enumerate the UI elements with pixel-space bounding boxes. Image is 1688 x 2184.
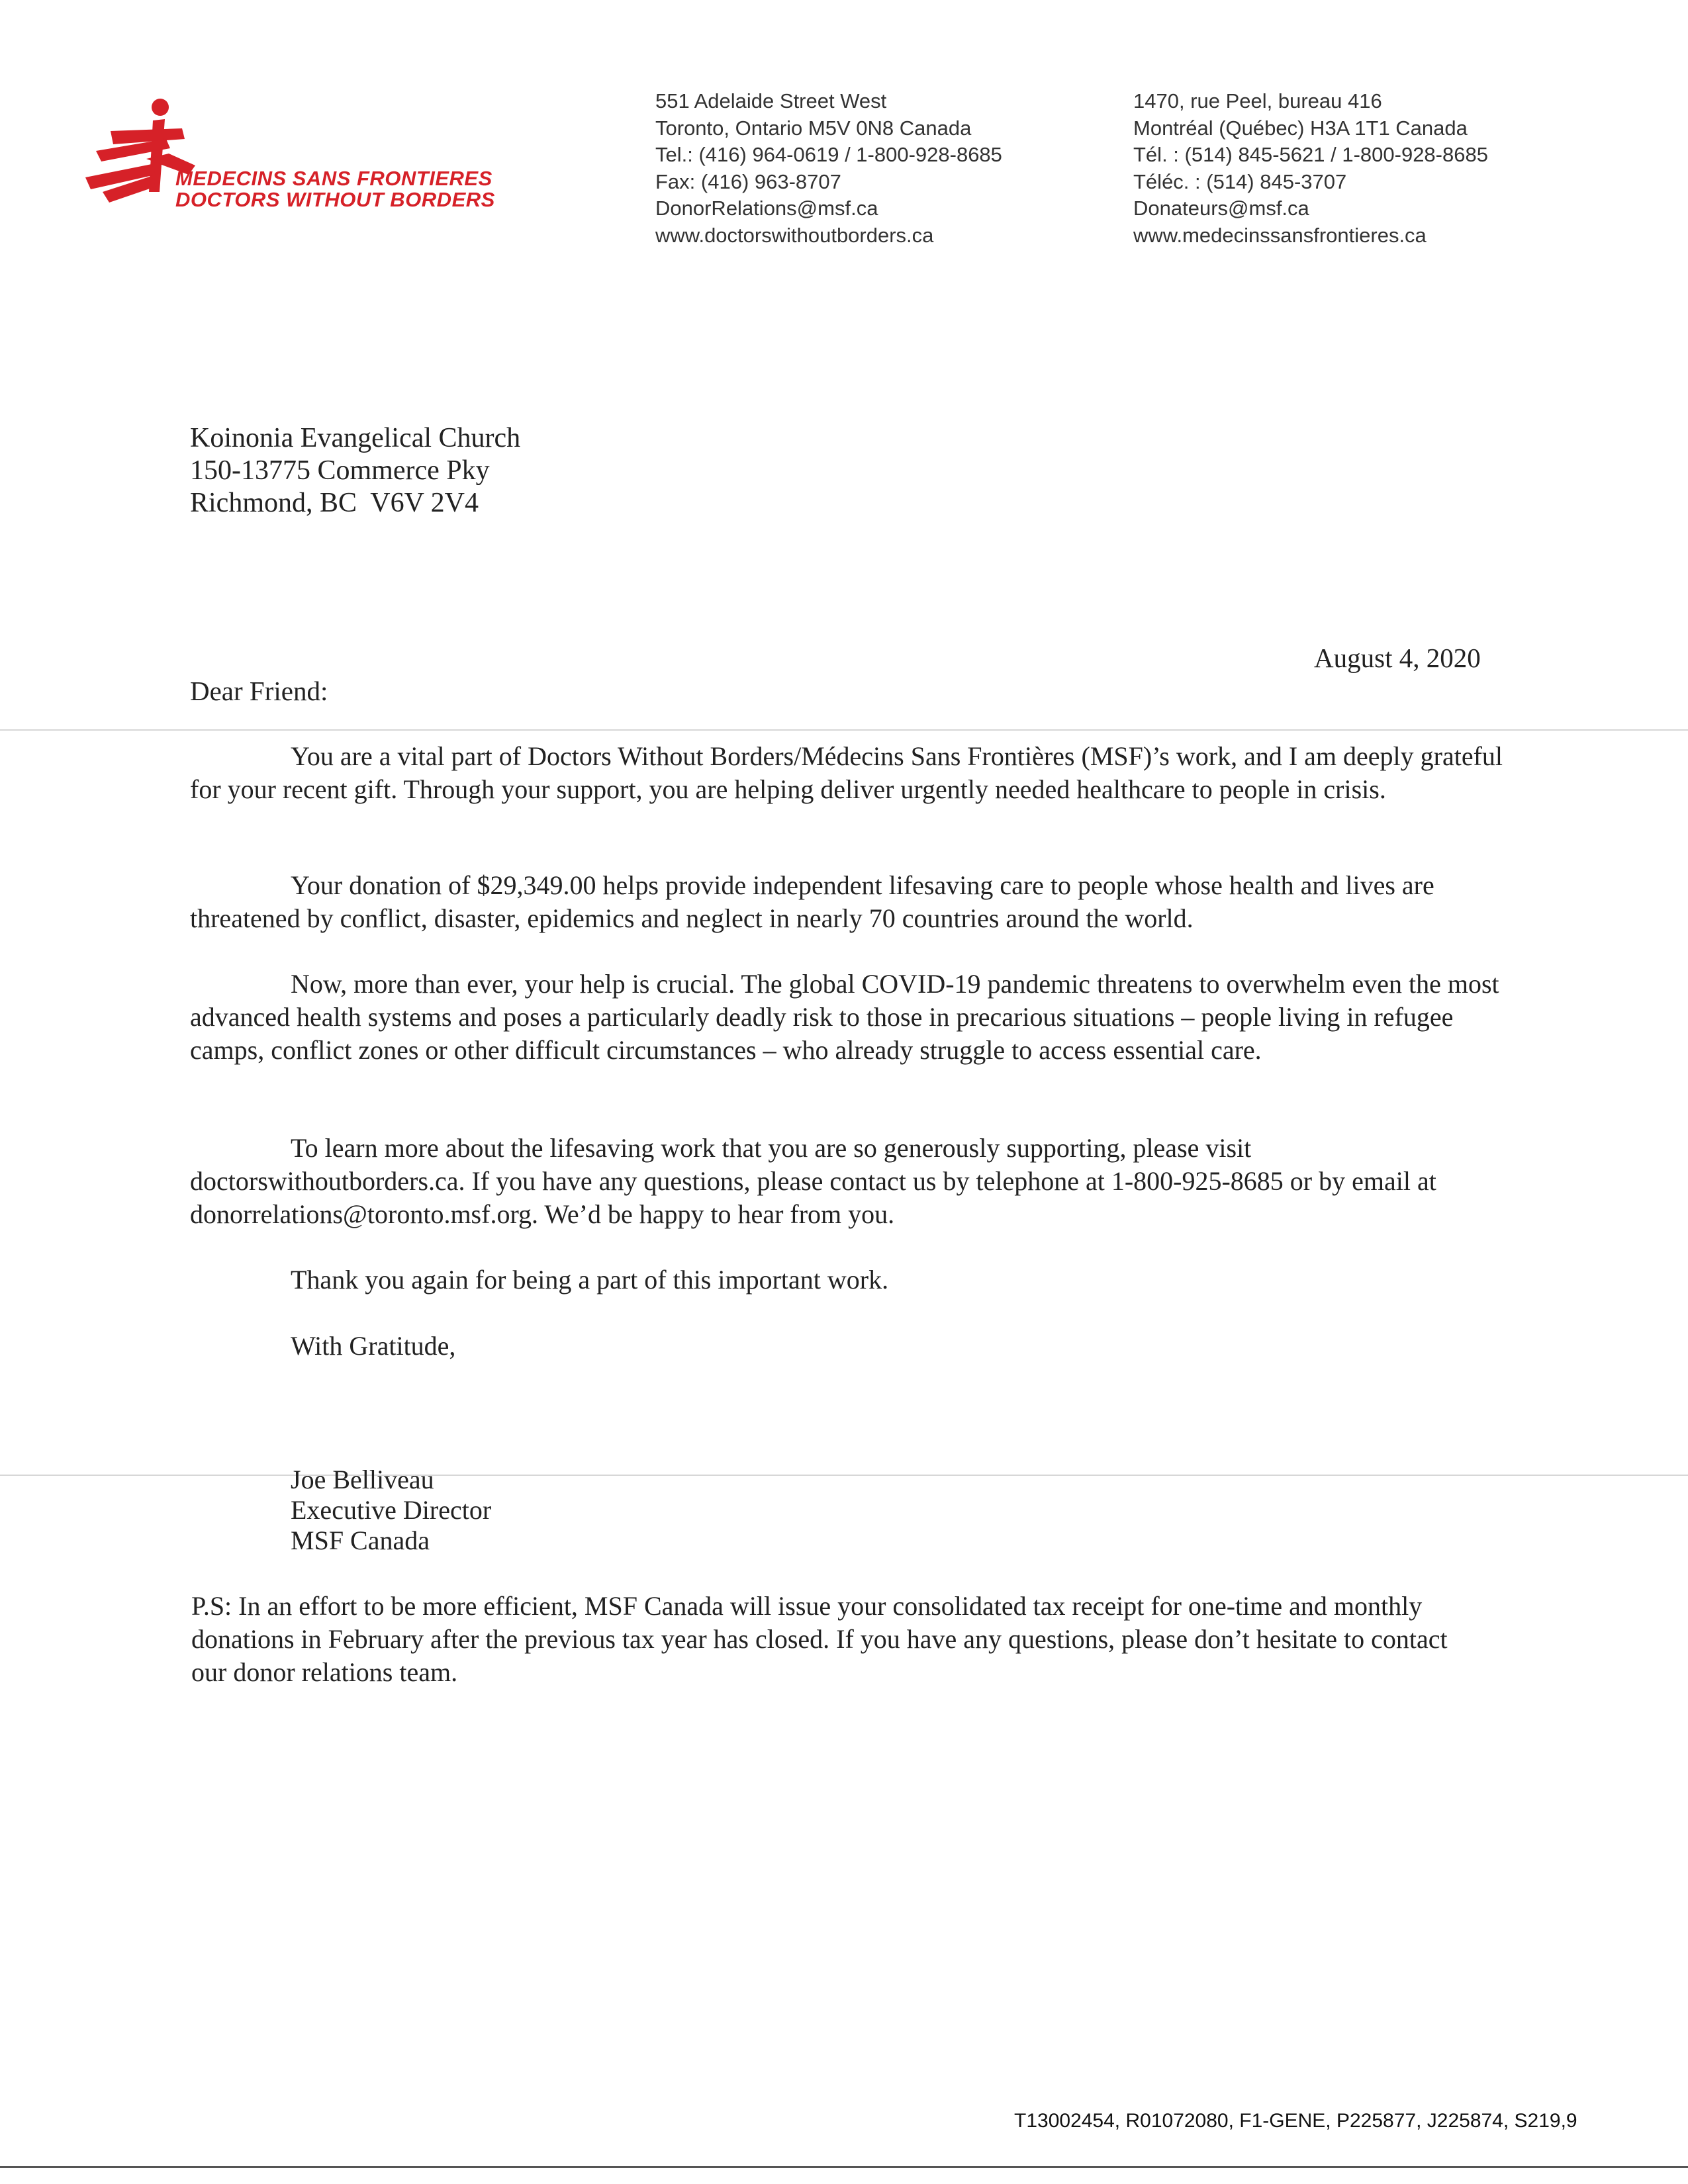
reference-code: T13002454, R01072080, F1-GENE, P225877, J225874, S219,9 [1014, 2110, 1577, 2132]
website-line: www.doctorswithoutborders.ca [655, 223, 934, 247]
postscript: P.S: In an effort to be more efficient, MSF Canada will issue your consolidated tax receipt for one-time and monthly donations in February after the previous tax year has closed. If you have any questions, please don’t hesitate to contact our donor relations team. [191, 1591, 1448, 1687]
logo-line-english: DOCTORS WITHOUT BORDERS [175, 188, 495, 211]
signer-organization: MSF Canada [291, 1525, 430, 1555]
fold-line [0, 1475, 1688, 1476]
signer-title: Executive Director [291, 1495, 492, 1525]
website-line: www.medecinssansfrontieres.ca [1133, 223, 1427, 247]
address-line: Montréal (Québec) H3A 1T1 Canada [1133, 116, 1468, 140]
recipient-name: Koinonia Evangelical Church [190, 423, 521, 453]
recipient-street: 150-13775 Commerce Pky [190, 455, 490, 486]
closing-line: With Gratitude, [291, 1331, 456, 1361]
signer-name: Joe Belliveau [291, 1465, 434, 1494]
thank-you-line: Thank you again for being a part of this important work. [291, 1265, 889, 1295]
address-line: 1470, rue Peel, bureau 416 [1133, 89, 1382, 113]
fax-line: Téléc. : (514) 845-3707 [1133, 169, 1347, 193]
montreal-office-address [1133, 88, 1488, 249]
address-line: 551 Adelaide Street West [655, 89, 887, 113]
recipient-city: Richmond, BC V6V 2V4 [190, 488, 479, 518]
recipient-address [190, 422, 520, 520]
fax-line: Fax: (416) 963-8707 [655, 169, 841, 193]
email-line: Donateurs@msf.ca [1133, 197, 1309, 220]
fold-line [0, 729, 1688, 731]
letter-date: August 4, 2020 [1314, 643, 1481, 673]
salutation: Dear Friend: [190, 676, 328, 706]
signature-block [291, 1465, 491, 1556]
phone-line: Tél. : (514) 845-5621 / 1-800-928-8685 [1133, 143, 1488, 166]
msf-logo [83, 93, 506, 225]
logo-line-french: MEDECINS SANS FRONTIERES [175, 167, 492, 190]
phone-line: Tel.: (416) 964-0619 / 1-800-928-8685 [655, 143, 1002, 166]
toronto-office-address [655, 88, 1002, 249]
email-line: DonorRelations@msf.ca [655, 197, 878, 220]
body-paragraph-contact: To learn more about the lifesaving work that you are so generously supporting, please visit doctorswithoutborders.ca. If you have any questions, please contact us by telephone at 1-800-925-8685 or by email at donorrelations@toronto.msf.org. We’d be happy to hear from you. [190, 1133, 1436, 1229]
body-paragraph-donation: Your donation of $29,349.00 helps provide independent lifesaving care to people whose health and lives are threatened by conflict, disaster, epidemics and neglect in nearly 70 countries around the world. [190, 870, 1434, 933]
body-paragraph-gratitude: You are a vital part of Doctors Without Borders/Médecins Sans Frontières (MSF)’s work, and I am deeply grateful for your recent gift. Through your support, you are helping deliver urgently needed healthcare to people in crisis. [190, 741, 1503, 804]
bottom-edge-rule [0, 2166, 1688, 2168]
address-line: Toronto, Ontario M5V 0N8 Canada [655, 116, 972, 140]
body-paragraph-covid: Now, more than ever, your help is crucial. The global COVID-19 pandemic threatens to overwhelm even the most advanced health systems and poses a particularly deadly risk to those in precarious situations – people living in refugee camps, conflict zones or other difficult circumstances – who already struggle to access essential care. [190, 969, 1499, 1065]
